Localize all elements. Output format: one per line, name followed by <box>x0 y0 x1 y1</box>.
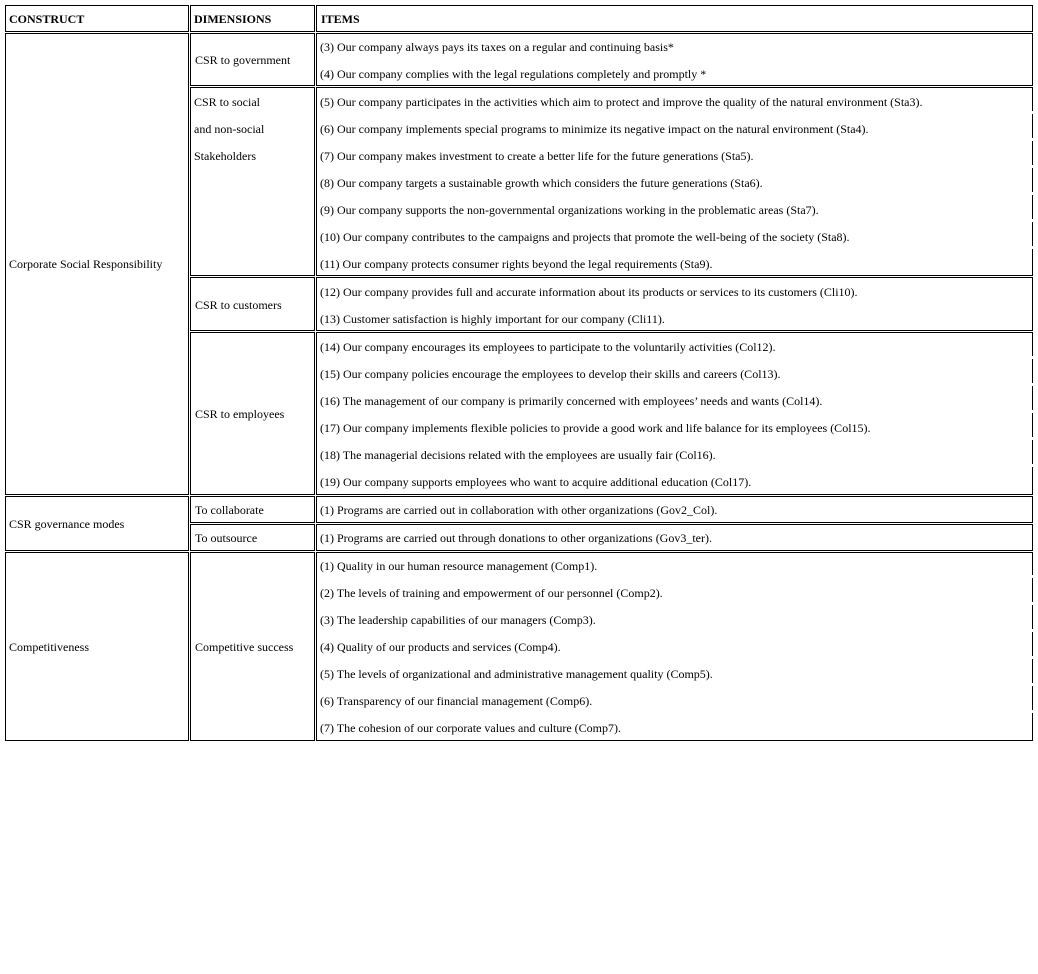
row-gap <box>1032 683 1033 686</box>
row-gap <box>1032 464 1033 467</box>
row-gap <box>1032 656 1033 659</box>
dimension-government: CSR to government <box>195 53 291 67</box>
item-row: (1) Programs are carried out through donations to other organizations (Gov3_ter). <box>320 531 713 545</box>
item-row: (4) Quality of our products and services (Comp4). <box>320 640 561 654</box>
header-construct: CONSTRUCT <box>9 12 85 26</box>
item-row: (12) Our company provides full and accurate information about its products or services to its customers (Cli10). <box>320 285 858 299</box>
header-dimensions: DIMENSIONS <box>194 12 272 26</box>
dimension-social-line3: Stakeholders <box>194 149 256 163</box>
row-gap <box>1032 219 1033 222</box>
item-row: (2) The levels of training and empowerment of our personnel (Comp2). <box>320 586 663 600</box>
item-row: (16) The management of our company is primarily concerned with employees’ needs and wants (Col14). <box>320 394 823 408</box>
row-gap <box>1032 192 1033 195</box>
item-row: (19) Our company supports employees who want to acquire additional education (Col17). <box>320 475 752 489</box>
dimension-social-line2: and non-social <box>194 122 265 136</box>
item-row: (4) Our company complies with the legal regulations completely and promptly * <box>320 67 707 81</box>
dimension-social-cell <box>190 87 315 276</box>
construct-governance: CSR governance modes <box>9 517 125 531</box>
row-gap <box>1032 138 1033 141</box>
row-gap <box>1032 246 1033 249</box>
dimension-collaborate: To collaborate <box>195 503 264 517</box>
row-gap <box>1032 437 1033 440</box>
row-gap <box>1032 165 1033 168</box>
item-row: (8) Our company targets a sustainable growth which considers the future generations (Sta6). <box>320 176 763 190</box>
item-row: (14) Our company encourages its employees to participate to the voluntarily activities (Col12). <box>320 340 776 354</box>
item-row: (7) Our company makes investment to create a better life for the future generations (Sta5). <box>320 149 754 163</box>
item-row: (1) Programs are carried out in collaboration with other organizations (Gov2_Col). <box>320 503 718 517</box>
item-row: (6) Transparency of our financial management (Comp6). <box>320 694 593 708</box>
item-row: (17) Our company implements flexible policies to provide a good work and life balance for its employees (Col15). <box>320 421 871 435</box>
header-items-cell <box>316 5 1033 32</box>
row-gap <box>1032 410 1033 413</box>
header-items: ITEMS <box>321 12 360 26</box>
item-row: (9) Our company supports the non-governmental organizations working in the problematic areas (Sta7). <box>320 203 819 217</box>
row-gap <box>1032 629 1033 632</box>
items-employees-cell <box>316 332 1033 495</box>
dimension-competitive-success: Competitive success <box>195 640 294 654</box>
row-gap <box>1032 383 1033 386</box>
item-row: (13) Customer satisfaction is highly important for our company (Cli11). <box>320 312 665 326</box>
item-row: (7) The cohesion of our corporate values and culture (Comp7). <box>320 721 622 735</box>
row-gap <box>1032 356 1033 359</box>
row-gap <box>1032 575 1033 578</box>
item-row: (5) Our company participates in the activities which aim to protect and improve the quality of the natural environment (Sta3). <box>320 95 923 109</box>
dimension-social-line1: CSR to social <box>194 95 261 109</box>
item-row: (15) Our company policies encourage the employees to develop their skills and careers (Col13). <box>320 367 781 381</box>
row-gap <box>1032 602 1033 605</box>
row-gap <box>1032 710 1033 713</box>
item-row: (18) The managerial decisions related with the employees are usually fair (Col16). <box>320 448 716 462</box>
item-row: (3) The leadership capabilities of our managers (Comp3). <box>320 613 596 627</box>
row-gap <box>1032 111 1033 114</box>
construct-csr: Corporate Social Responsibility <box>9 257 163 271</box>
dimension-customers: CSR to customers <box>195 298 282 312</box>
item-row: (10) Our company contributes to the campaigns and projects that promote the well-being of the society (Sta8). <box>320 230 850 244</box>
item-row: (1) Quality in our human resource management (Comp1). <box>320 559 598 573</box>
dimension-outsource: To outsource <box>195 531 258 545</box>
item-row: (5) The levels of organizational and administrative management quality (Comp5). <box>320 667 713 681</box>
item-row: (6) Our company implements special programs to minimize its negative impact on the natural environment (Sta4). <box>320 122 869 136</box>
item-row: (11) Our company protects consumer rights beyond the legal requirements (Sta9). <box>320 257 713 271</box>
construct-competitiveness: Competitiveness <box>9 640 89 654</box>
dimension-employees: CSR to employees <box>195 407 285 421</box>
item-row: (3) Our company always pays its taxes on a regular and continuing basis* <box>320 40 674 54</box>
